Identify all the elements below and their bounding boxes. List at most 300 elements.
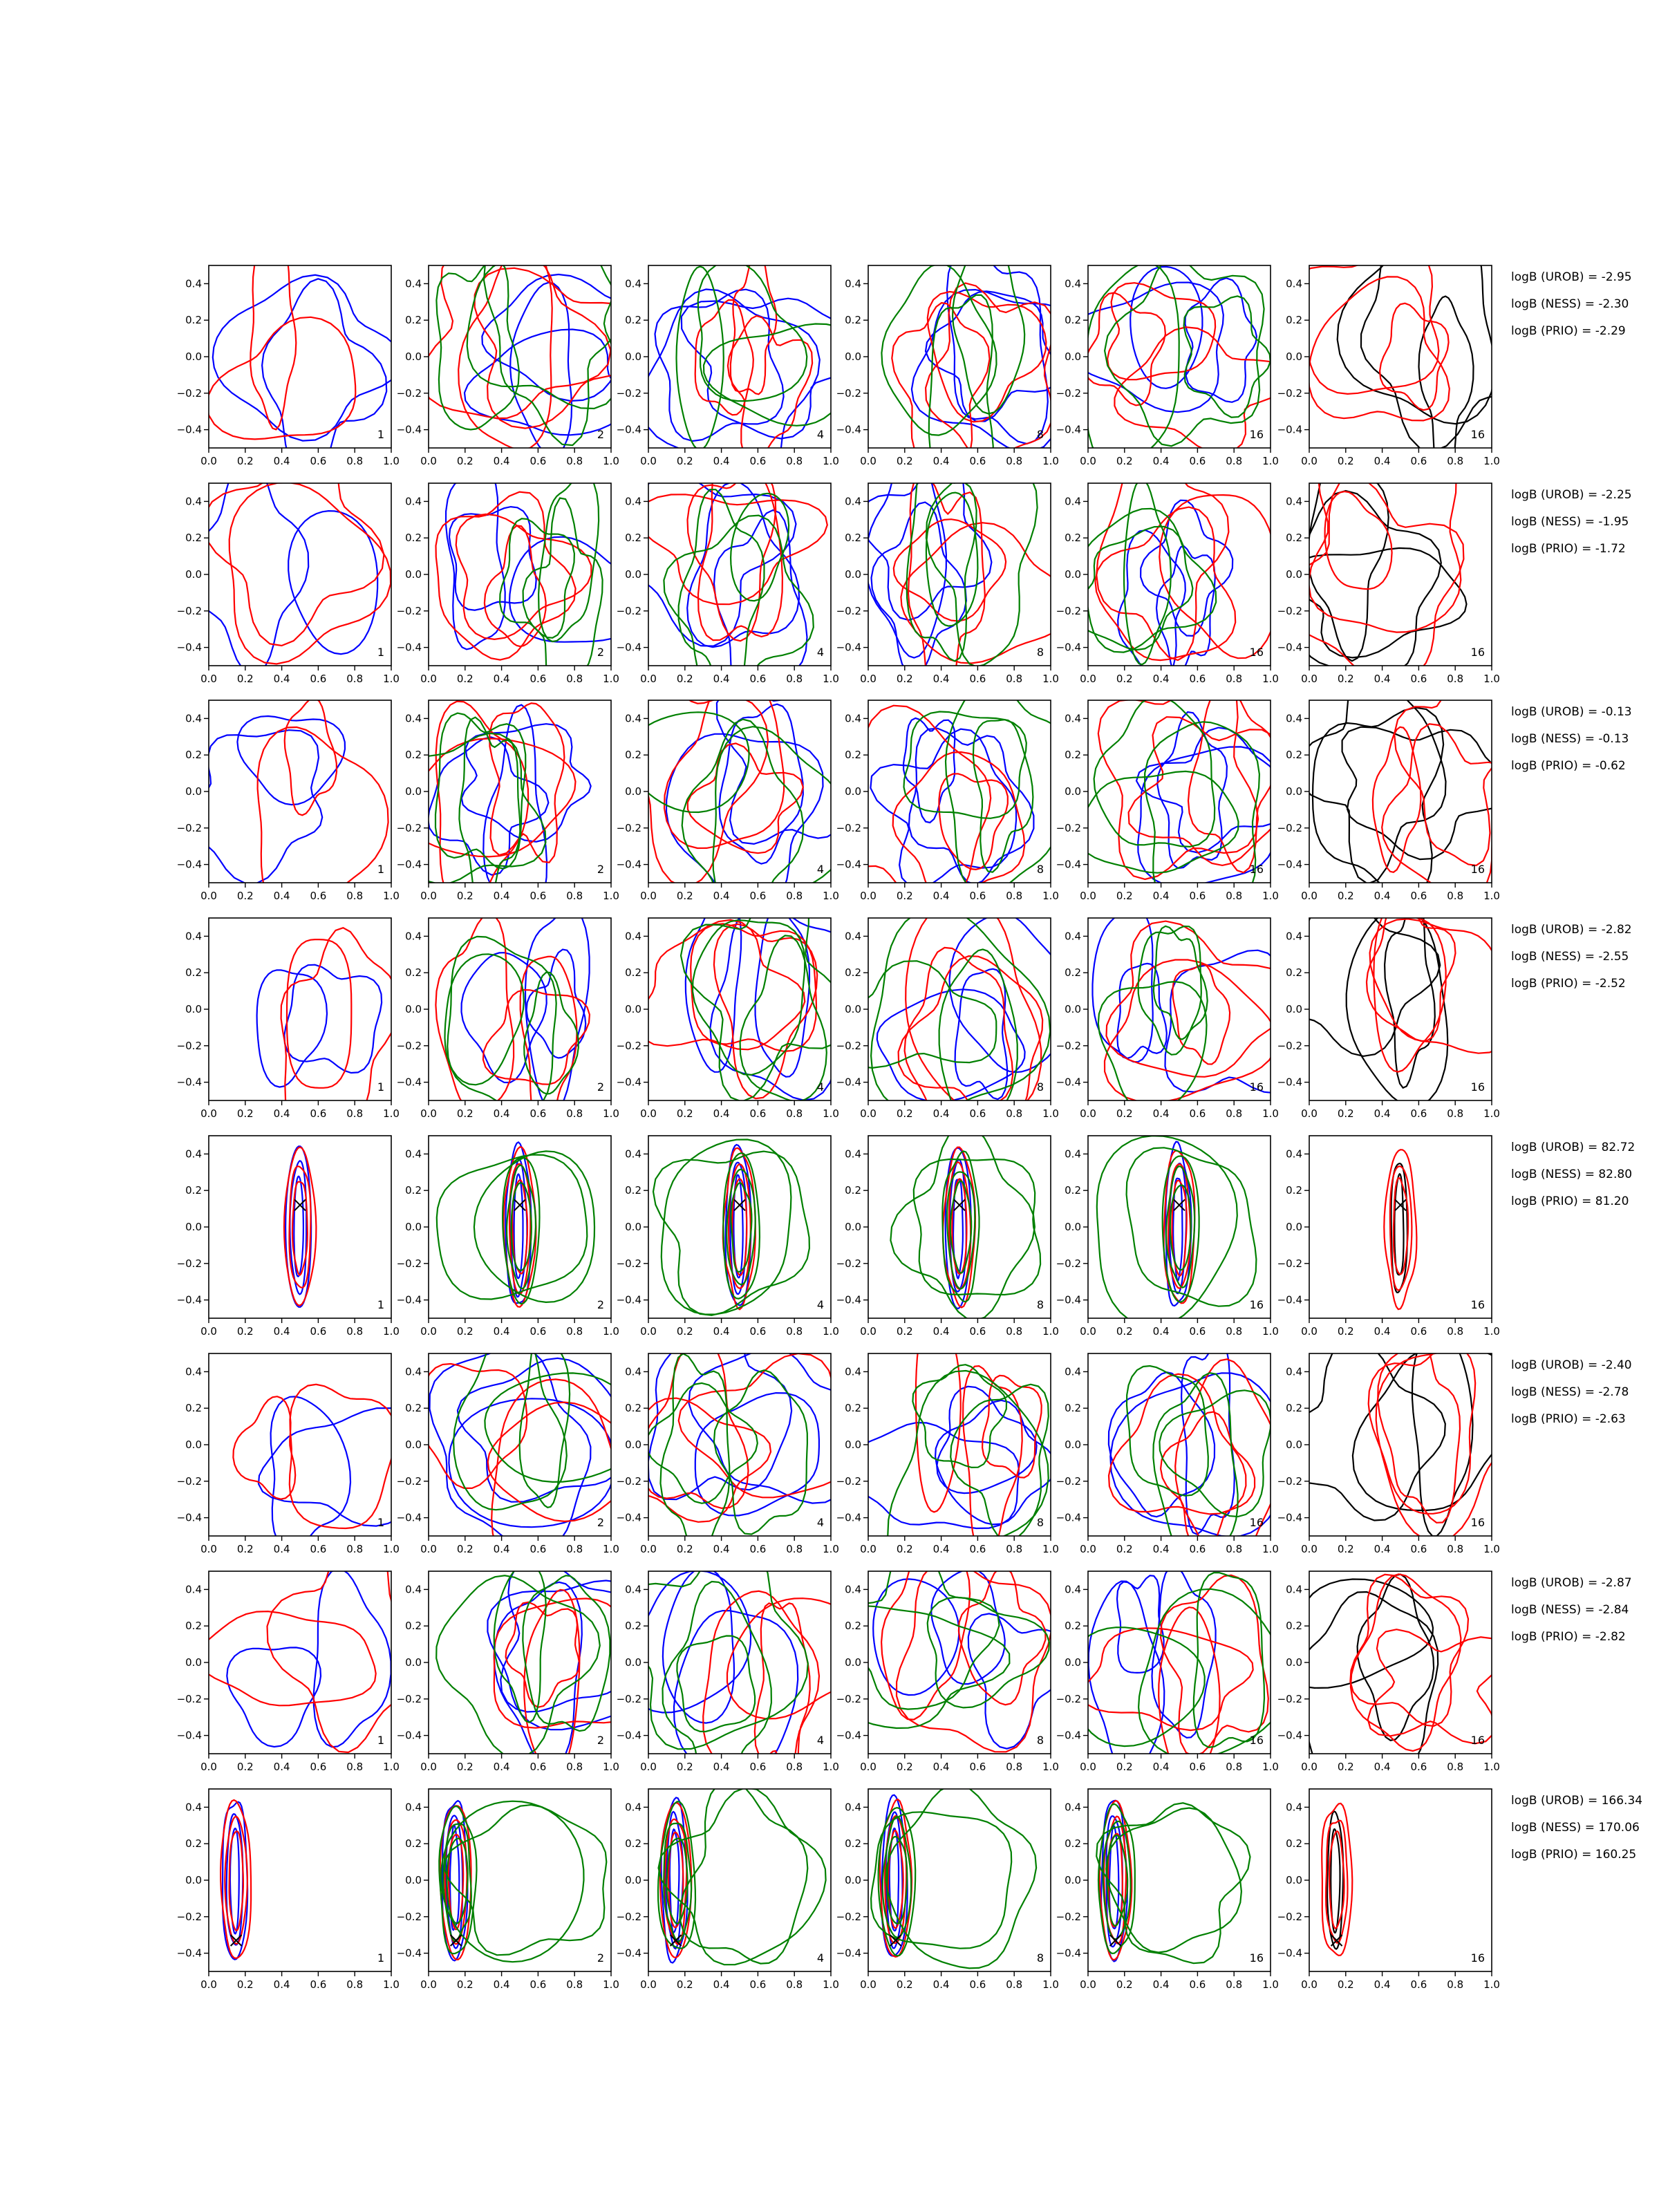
panel-r2-c3 (617, 441, 839, 711)
y-tick-label: 0.0 (1065, 1003, 1081, 1015)
y-tick-label: 0.4 (845, 1801, 861, 1814)
x-tick-label: 0.4 (932, 1978, 950, 1991)
y-tick-label: 0.0 (405, 1438, 422, 1451)
x-tick-label: 0.8 (1447, 1107, 1464, 1120)
x-tick-label: 0.6 (1410, 455, 1427, 467)
red-contour (506, 1602, 580, 1707)
y-tick-label: 0.2 (1065, 1402, 1081, 1415)
y-tick-label: −0.4 (176, 1511, 202, 1524)
x-tick-label: 0.8 (346, 1543, 364, 1555)
contour-lines (624, 441, 827, 711)
red-contour (225, 1817, 247, 1944)
x-tick-label: 1.0 (1042, 1107, 1059, 1120)
y-tick-label: 0.4 (405, 712, 422, 725)
panel-r6-c5 (1056, 1340, 1286, 1573)
y-tick-label: 0.0 (1286, 568, 1302, 581)
panel-r4-c4 (836, 897, 1069, 1139)
y-tick-label: 0.2 (185, 749, 202, 762)
panel-count-label: 8 (1036, 1298, 1044, 1311)
y-tick-label: 0.0 (625, 1438, 641, 1451)
y-tick-label: 0.0 (845, 568, 861, 581)
x-tick-label: 0.0 (860, 1325, 877, 1338)
y-tick-label: 0.4 (185, 1801, 202, 1814)
y-tick-label: −0.4 (1056, 1947, 1081, 1960)
y-tick-label: −0.4 (616, 641, 641, 654)
y-tick-label: 0.4 (185, 1583, 202, 1596)
panel-count-label: 16 (1249, 428, 1264, 441)
x-tick-label: 1.0 (1483, 1107, 1500, 1120)
x-tick-label: 0.0 (640, 455, 657, 467)
red-contour (1083, 1628, 1253, 1730)
y-tick-label: −0.2 (396, 1910, 422, 1923)
blue-contour (872, 503, 966, 677)
panel-count-label: 16 (1470, 1516, 1485, 1529)
y-tick-label: 0.2 (1286, 1184, 1302, 1197)
y-tick-label: 0.0 (1286, 1221, 1302, 1233)
y-tick-label: −0.4 (396, 641, 422, 654)
y-tick-label: 0.4 (1286, 1583, 1302, 1596)
x-tick-label: 0.0 (420, 1325, 437, 1338)
panel-count-label: 8 (1036, 646, 1044, 659)
x-tick-label: 1.0 (823, 1978, 839, 1991)
y-tick-label: 0.2 (405, 1402, 422, 1415)
red-contour (1287, 247, 1438, 394)
panel-r4-c2 (397, 908, 619, 1135)
x-tick-label: 0.0 (420, 1978, 437, 1991)
y-tick-label: 0.4 (1286, 495, 1302, 508)
y-tick-label: 0.2 (185, 314, 202, 327)
blue-contour (227, 1647, 321, 1747)
x-tick-label: 0.6 (1189, 673, 1206, 685)
red-contour (524, 1590, 579, 1775)
green-contour (886, 1785, 1036, 1969)
y-tick-label: −0.2 (396, 1039, 422, 1052)
panel-r4-c3 (617, 872, 858, 1121)
y-tick-label: −0.2 (176, 1474, 202, 1488)
panel-count-label: 4 (816, 1516, 824, 1529)
axes-frame (209, 1353, 391, 1536)
y-tick-label: 0.2 (625, 749, 641, 762)
contour-lines (1384, 1150, 1416, 1309)
y-tick-label: 0.2 (1286, 1402, 1302, 1415)
x-tick-label: 0.6 (969, 890, 986, 902)
blue-contour (1185, 278, 1257, 402)
axes-frame (868, 1571, 1051, 1754)
contour-lines (191, 436, 391, 675)
panel-r6-c4 (836, 1311, 1059, 1588)
x-tick-label: 0.6 (1410, 1761, 1427, 1773)
contour-lines (1076, 439, 1279, 681)
x-tick-label: 0.6 (310, 890, 327, 902)
y-tick-label: 0.4 (405, 930, 422, 943)
x-tick-label: 0.4 (713, 890, 730, 902)
x-tick-label: 1.0 (1262, 1107, 1279, 1120)
red-contour (621, 683, 768, 886)
red-contour (233, 1396, 295, 1499)
contour-lines (420, 1325, 641, 1572)
y-tick-label: 0.0 (625, 785, 641, 798)
y-tick-label: 0.0 (1065, 1874, 1081, 1886)
logb-label: logB (UROB) = 166.34 (1511, 1794, 1643, 1808)
y-tick-label: −0.2 (836, 1039, 861, 1052)
panel-count-label: 4 (816, 1734, 824, 1747)
x-tick-label: 0.8 (1447, 1325, 1464, 1338)
x-tick-label: 0.2 (1116, 890, 1133, 902)
x-tick-label: 0.2 (236, 1543, 254, 1555)
contour-lines (861, 445, 1072, 713)
panel-r8-c2 (397, 1789, 619, 1991)
logb-label: logB (PRIO) = -2.52 (1511, 977, 1626, 991)
x-tick-label: 0.6 (969, 1761, 986, 1773)
x-tick-label: 0.8 (566, 455, 583, 467)
panel-r5-c6 (1277, 1136, 1500, 1338)
red-contour (287, 939, 351, 1088)
contour-lines (827, 1548, 1067, 1752)
y-tick-label: −0.2 (616, 1692, 641, 1705)
x-tick-label: 1.0 (1262, 890, 1279, 902)
y-tick-label: −0.4 (1056, 1511, 1081, 1524)
x-tick-label: 0.6 (529, 673, 547, 685)
axes-frame (1309, 1571, 1492, 1754)
y-tick-label: −0.4 (176, 858, 202, 871)
panel-r5-c4 (836, 1125, 1059, 1338)
x-tick-label: 0.8 (346, 1761, 364, 1773)
y-tick-label: 0.0 (845, 1874, 861, 1886)
red-contour (1098, 673, 1258, 879)
y-tick-label: 0.0 (845, 1003, 861, 1015)
x-tick-label: 0.2 (236, 1761, 254, 1773)
green-contour (1096, 1803, 1250, 1963)
x-tick-label: 0.8 (786, 890, 803, 902)
contour-lines (1271, 1574, 1503, 1789)
x-tick-label: 1.0 (823, 1325, 839, 1338)
x-tick-label: 0.4 (273, 1543, 290, 1555)
x-tick-label: 0.2 (896, 1543, 913, 1555)
panel-count-label: 16 (1470, 1080, 1485, 1094)
y-tick-label: −0.2 (836, 821, 861, 834)
logb-label: logB (PRIO) = -1.72 (1511, 542, 1626, 556)
logb-label: logB (UROB) = -0.13 (1511, 705, 1632, 719)
green-contour (538, 474, 599, 641)
blue-contour (1152, 1566, 1216, 1738)
y-tick-label: −0.2 (176, 1910, 202, 1923)
logb-label: logB (NESS) = -0.13 (1511, 732, 1629, 746)
x-tick-label: 0.6 (529, 890, 547, 902)
y-tick-label: 0.2 (405, 1837, 422, 1850)
x-tick-label: 0.2 (236, 1978, 254, 1991)
y-tick-label: −0.2 (176, 604, 202, 617)
x-tick-label: 0.8 (1447, 1761, 1464, 1773)
y-tick-label: 0.2 (1286, 1620, 1302, 1633)
x-tick-label: 0.6 (1189, 1543, 1206, 1555)
y-tick-label: 0.0 (1065, 1438, 1081, 1451)
x-tick-label: 0.8 (786, 1107, 803, 1120)
y-tick-label: 0.4 (405, 1583, 422, 1596)
green-contour (1105, 258, 1264, 446)
x-tick-label: 0.2 (1116, 673, 1133, 685)
x-tick-label: 1.0 (383, 1543, 400, 1555)
panel-count-label: 2 (597, 1298, 604, 1311)
x-tick-label: 0.2 (676, 1543, 693, 1555)
logb-label: logB (NESS) = -2.84 (1511, 1603, 1629, 1617)
x-tick-label: 0.0 (200, 673, 217, 685)
x-tick-label: 0.6 (310, 1761, 327, 1773)
contour-lines (871, 1785, 1036, 1969)
contour-lines (1322, 1803, 1352, 1956)
y-tick-label: 0.4 (625, 1801, 641, 1814)
x-tick-label: 0.0 (1301, 1543, 1318, 1555)
x-tick-label: 0.0 (1080, 1543, 1096, 1555)
x-tick-label: 0.2 (676, 1325, 693, 1338)
true-value-marker (1174, 1199, 1185, 1210)
x-tick-label: 1.0 (1483, 673, 1500, 685)
red-contour (475, 268, 657, 429)
true-value-marker (954, 1199, 965, 1210)
x-tick-label: 0.2 (676, 455, 693, 467)
panel-count-label: 2 (597, 428, 604, 441)
x-tick-label: 0.2 (236, 890, 254, 902)
y-tick-label: 0.2 (405, 749, 422, 762)
panel-count-label: 4 (816, 428, 824, 441)
x-tick-label: 1.0 (1042, 1543, 1059, 1555)
red-contour (906, 897, 1041, 1118)
y-tick-label: 0.4 (1286, 1365, 1302, 1378)
green-contour (436, 259, 519, 430)
y-tick-label: −0.4 (1056, 1076, 1081, 1089)
x-tick-label: 0.4 (932, 890, 950, 902)
panel-r2-c5 (1056, 439, 1279, 685)
y-tick-label: 0.0 (1065, 785, 1081, 798)
x-tick-label: 1.0 (1042, 1761, 1059, 1773)
x-tick-label: 0.2 (896, 1761, 913, 1773)
x-tick-label: 0.8 (346, 1325, 364, 1338)
y-tick-label: 0.2 (185, 1837, 202, 1850)
x-tick-label: 0.8 (346, 673, 364, 685)
y-tick-label: −0.2 (396, 1474, 422, 1488)
red-contour (435, 914, 514, 1112)
x-tick-label: 0.0 (640, 1761, 657, 1773)
y-tick-label: −0.2 (616, 1257, 641, 1270)
x-tick-label: 0.4 (493, 1543, 510, 1555)
x-tick-label: 0.0 (860, 1978, 877, 1991)
panel-r8-c5 (1056, 1789, 1279, 1991)
x-tick-label: 0.2 (896, 455, 913, 467)
x-tick-label: 1.0 (603, 1543, 619, 1555)
y-tick-label: 0.2 (1065, 1620, 1081, 1633)
y-tick-label: 0.0 (1286, 1874, 1302, 1886)
contour-lines (1096, 1801, 1250, 1963)
x-tick-label: 1.0 (1262, 1325, 1279, 1338)
contour-lines (843, 897, 1069, 1139)
x-tick-label: 0.6 (529, 1543, 547, 1555)
y-tick-label: 0.4 (1286, 277, 1302, 290)
y-tick-label: 0.0 (185, 1003, 202, 1015)
x-tick-label: 0.8 (1226, 673, 1243, 685)
y-tick-label: −0.4 (836, 423, 861, 436)
y-tick-label: 0.0 (625, 1874, 641, 1886)
x-tick-label: 0.8 (786, 1978, 803, 1991)
panel-r5-c3 (617, 1136, 839, 1338)
green-contour (926, 465, 1038, 667)
panel-r3-c5 (1056, 673, 1284, 903)
x-tick-label: 0.2 (1116, 1107, 1133, 1120)
panel-count-label: 2 (597, 646, 604, 659)
panel-count-label: 8 (1036, 428, 1044, 441)
y-tick-label: −0.2 (836, 386, 861, 400)
x-tick-label: 0.0 (420, 1543, 437, 1555)
x-tick-label: 1.0 (603, 455, 619, 467)
x-tick-label: 1.0 (383, 890, 400, 902)
x-tick-label: 0.2 (236, 1325, 254, 1338)
x-tick-label: 0.0 (1080, 1107, 1096, 1120)
x-tick-label: 0.8 (1006, 1543, 1023, 1555)
y-tick-label: −0.4 (836, 641, 861, 654)
panel-count-label: 4 (816, 863, 824, 876)
x-tick-label: 1.0 (823, 1107, 839, 1120)
x-tick-label: 0.0 (1301, 1107, 1318, 1120)
x-tick-label: 0.2 (1337, 1978, 1354, 1991)
y-tick-label: 0.0 (1065, 1656, 1081, 1669)
y-tick-label: −0.4 (1277, 1947, 1302, 1960)
y-tick-label: −0.4 (176, 641, 202, 654)
y-tick-label: 0.2 (1065, 966, 1081, 980)
x-tick-label: 0.2 (456, 1978, 474, 1991)
red-contour (229, 482, 391, 664)
x-tick-label: 0.8 (1226, 1761, 1243, 1773)
x-tick-label: 1.0 (603, 1761, 619, 1773)
y-tick-label: −0.2 (1056, 821, 1081, 834)
x-tick-label: 1.0 (603, 890, 619, 902)
x-tick-label: 0.4 (713, 673, 730, 685)
green-contour (740, 935, 827, 1101)
y-tick-label: −0.4 (1056, 1293, 1081, 1306)
y-tick-label: −0.4 (176, 1293, 202, 1306)
y-tick-label: 0.4 (185, 712, 202, 725)
x-tick-label: 0.8 (566, 1761, 583, 1773)
x-tick-label: 0.2 (1116, 1761, 1133, 1773)
y-tick-label: 0.2 (625, 966, 641, 980)
logb-label: logB (PRIO) = -2.63 (1511, 1412, 1626, 1426)
y-tick-label: −0.4 (396, 1076, 422, 1089)
x-tick-label: 0.2 (1337, 1761, 1354, 1773)
axes-frame (209, 1136, 391, 1318)
y-tick-label: 0.0 (405, 568, 422, 581)
y-tick-label: 0.4 (1286, 930, 1302, 943)
panel-count-label: 16 (1249, 1734, 1264, 1747)
x-tick-label: 0.4 (713, 1325, 730, 1338)
panel-count-label: 4 (816, 1951, 824, 1965)
axes-frame (429, 700, 611, 883)
x-tick-label: 0.6 (749, 1978, 767, 1991)
x-tick-label: 0.2 (456, 673, 474, 685)
x-tick-label: 0.6 (1410, 1325, 1427, 1338)
x-tick-label: 0.4 (713, 455, 730, 467)
x-tick-label: 0.4 (493, 890, 510, 902)
x-tick-label: 0.2 (1337, 890, 1354, 902)
panel-r3-c1 (177, 698, 400, 922)
panel-count-label: 4 (816, 1298, 824, 1311)
x-tick-label: 0.0 (200, 1107, 217, 1120)
x-tick-label: 1.0 (603, 673, 619, 685)
y-tick-label: 0.2 (1065, 532, 1081, 545)
y-tick-label: −0.2 (176, 386, 202, 400)
x-tick-label: 0.2 (456, 1543, 474, 1555)
y-tick-label: 0.2 (405, 314, 422, 327)
y-tick-label: −0.2 (1277, 604, 1302, 617)
panel-count-label: 16 (1249, 1951, 1264, 1965)
panel-r3-c6 (1277, 663, 1515, 902)
red-contour (436, 702, 529, 913)
y-tick-label: −0.2 (616, 1910, 641, 1923)
x-tick-label: 0.8 (1226, 1543, 1243, 1555)
x-tick-label: 0.8 (1006, 890, 1023, 902)
x-tick-label: 0.8 (566, 673, 583, 685)
x-tick-label: 0.0 (640, 673, 657, 685)
y-tick-label: 0.4 (845, 1147, 861, 1161)
x-tick-label: 0.8 (1006, 1761, 1023, 1773)
red-contour (1368, 1629, 1503, 1743)
x-tick-label: 0.8 (1447, 673, 1464, 685)
y-tick-label: 0.2 (1286, 1837, 1302, 1850)
panel-r1-c6 (1277, 214, 1532, 486)
panel-count-label: 16 (1470, 646, 1485, 659)
y-tick-label: 0.4 (845, 1583, 861, 1596)
green-contour (843, 961, 997, 1068)
black-contour (1347, 907, 1448, 1107)
y-tick-label: 0.4 (405, 1801, 422, 1814)
y-tick-label: −0.4 (836, 1511, 861, 1524)
y-tick-label: 0.4 (1065, 1583, 1081, 1596)
y-tick-label: −0.2 (616, 386, 641, 400)
y-tick-label: −0.4 (1277, 1293, 1302, 1306)
green-contour (1080, 509, 1216, 653)
y-tick-label: −0.2 (1056, 1910, 1081, 1923)
x-tick-label: 0.8 (566, 890, 583, 902)
y-tick-label: 0.2 (405, 1620, 422, 1633)
blue-contour (483, 705, 547, 911)
x-tick-label: 0.0 (420, 673, 437, 685)
x-tick-label: 1.0 (1262, 455, 1279, 467)
y-tick-label: −0.4 (616, 1293, 641, 1306)
x-tick-label: 0.8 (346, 455, 364, 467)
x-tick-label: 1.0 (383, 673, 400, 685)
x-tick-label: 0.0 (200, 1978, 217, 1991)
y-tick-label: 0.0 (1286, 785, 1302, 798)
y-tick-label: 0.4 (1286, 712, 1302, 725)
x-tick-label: 0.0 (1080, 890, 1096, 902)
y-tick-label: 0.4 (1065, 930, 1081, 943)
true-value-marker (734, 1199, 745, 1210)
panel-count-label: 8 (1036, 1734, 1044, 1747)
x-tick-label: 0.4 (1374, 1543, 1391, 1555)
blue-contour (931, 1569, 1004, 1684)
panel-count-label: 16 (1249, 863, 1264, 876)
x-tick-label: 0.6 (310, 1978, 327, 1991)
x-tick-label: 0.0 (1080, 1978, 1096, 1991)
x-tick-label: 0.0 (1301, 890, 1318, 902)
panel-r7-c3 (617, 1539, 867, 1804)
x-tick-label: 0.2 (676, 1107, 693, 1120)
contour-lines (658, 1780, 826, 1965)
y-tick-label: 0.2 (185, 1620, 202, 1633)
x-tick-label: 0.4 (273, 1325, 290, 1338)
y-tick-label: 0.4 (185, 495, 202, 508)
x-tick-label: 0.0 (860, 1107, 877, 1120)
y-tick-label: −0.2 (836, 1692, 861, 1705)
y-tick-label: −0.2 (176, 1257, 202, 1270)
x-tick-label: 0.2 (1337, 673, 1354, 685)
panel-r5-c2 (397, 1136, 619, 1338)
